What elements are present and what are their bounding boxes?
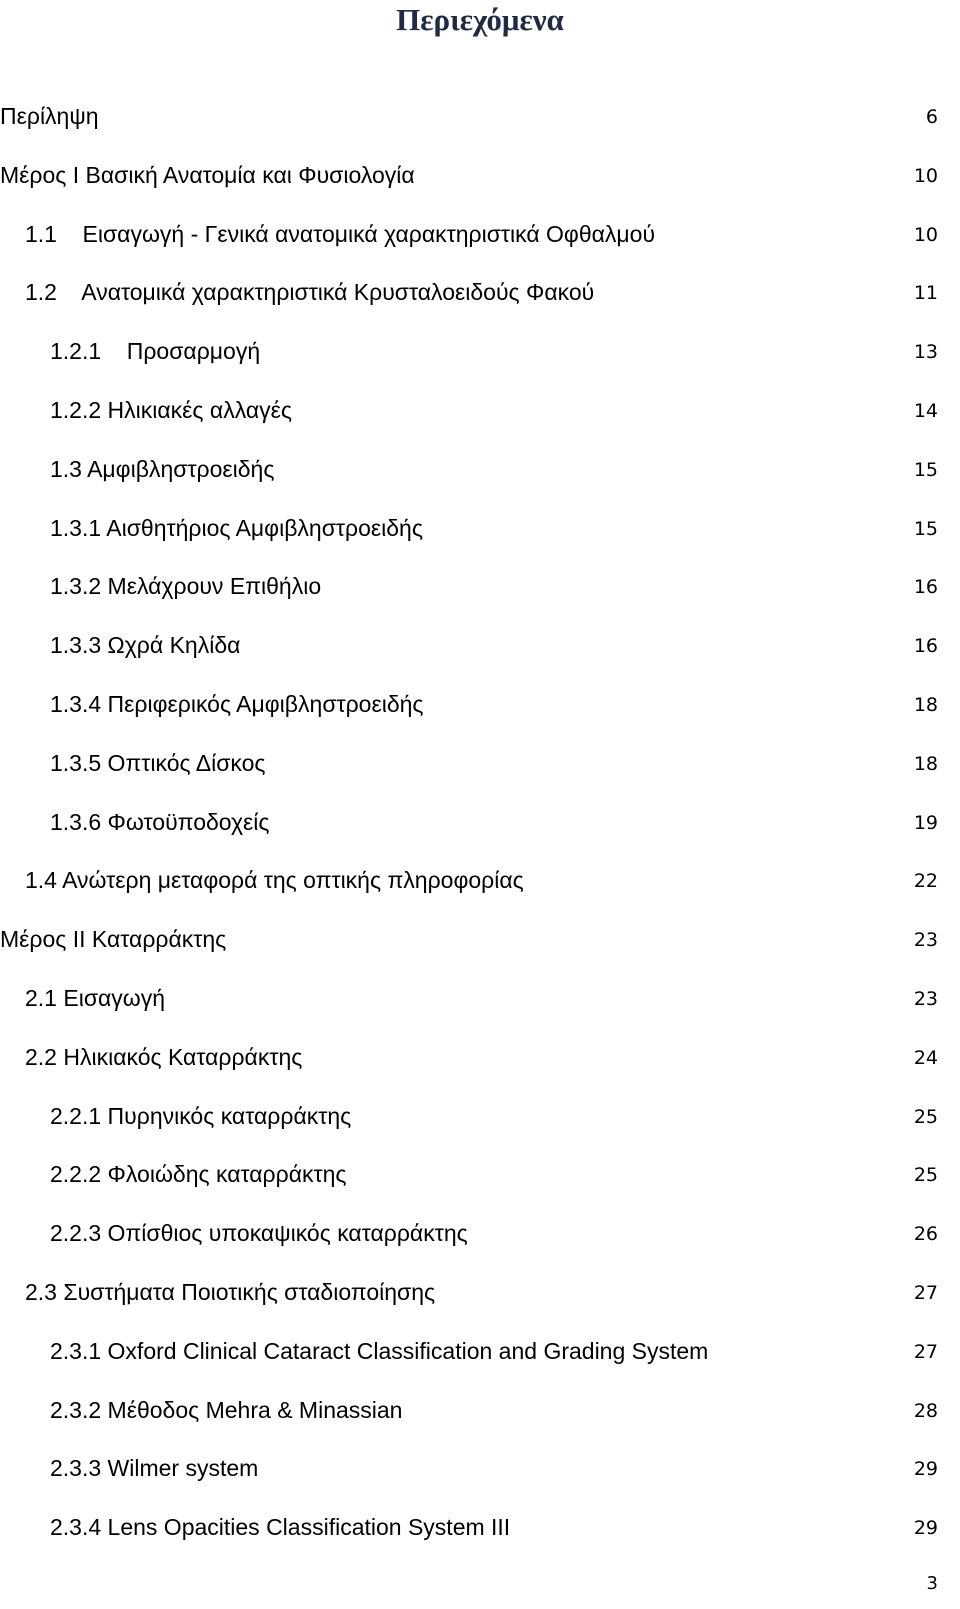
toc-entry-page: 10	[913, 164, 938, 187]
toc-entry-page: 24	[913, 1046, 938, 1069]
toc-entry-label: Μέρος ΙΙ Καταρράκτης	[0, 926, 227, 953]
toc-entry-page: 27	[913, 1281, 938, 1304]
toc-entry-page: 29	[913, 1517, 938, 1540]
toc-entry-label: Περίληψη	[0, 103, 99, 129]
page-title: Περιεχόμενα	[396, 2, 564, 37]
page-number: 3	[926, 1573, 938, 1594]
toc-entry-page: 23	[913, 987, 938, 1010]
toc-entry[interactable]	[0, 326, 960, 385]
toc-entry-page: 25	[913, 1105, 938, 1128]
toc-entry-page: 19	[913, 811, 938, 834]
toc-entry[interactable]	[0, 855, 960, 914]
toc-entry-label: 1.3.4 Περιφερικός Αμφιβληστροειδής	[50, 690, 424, 717]
toc-entry-label: 2.2.2 Φλοιώδης καταρράκτης	[50, 1161, 347, 1188]
toc-entry-label: 2.3 Συστήματα Ποιοτικής σταδιοποίησης	[25, 1278, 436, 1305]
toc-entry-label: 2.3.3 Wilmer system	[50, 1455, 259, 1482]
toc-entry-page: 28	[913, 1399, 938, 1422]
toc-entry-label: 2.1 Εισαγωγή	[25, 984, 166, 1011]
table-of-contents	[0, 91, 960, 1561]
toc-entry-label: 1.3.1 Αισθητήριος Αμφιβληστροειδής	[50, 514, 423, 541]
toc-entry-page: 16	[913, 576, 938, 599]
toc-entry[interactable]	[0, 1326, 960, 1385]
toc-entry-page: 13	[913, 341, 938, 364]
toc-entry[interactable]	[0, 1208, 960, 1267]
toc-entry[interactable]	[0, 91, 960, 150]
toc-entry[interactable]	[0, 209, 960, 268]
toc-entry[interactable]	[0, 1502, 960, 1561]
toc-entry-page: 29	[913, 1458, 938, 1481]
toc-entry-label: 2.2.1 Πυρηνικός καταρράκτης	[50, 1102, 352, 1129]
toc-entry-label: 2.3.2 Μέθοδος Mehra & Minassian	[50, 1396, 403, 1423]
toc-entry-label: 1.3 Αμφιβληστροειδής	[50, 455, 275, 482]
toc-entry-page: 23	[913, 929, 938, 952]
toc-entry[interactable]	[0, 1443, 960, 1502]
toc-entry-label: Μέρος Ι Βασική Ανατομία και Φυσιολογία	[0, 161, 415, 188]
toc-entry-page: 15	[913, 458, 938, 481]
toc-entry-label: 1.3.3 Ωχρά Κηλίδα	[50, 632, 241, 659]
toc-entry-page: 22	[913, 870, 938, 893]
toc-entry-page: 10	[913, 223, 938, 246]
toc-entry-label: 1.2 Ανατομικά χαρακτηριστικά Κρυσταλοειδούς Φακού	[25, 279, 595, 306]
toc-entry[interactable]	[0, 914, 960, 973]
toc-entry-page: 27	[913, 1340, 938, 1363]
toc-entry[interactable]	[0, 1032, 960, 1091]
toc-entry-page: 16	[913, 635, 938, 658]
toc-entry-page: 25	[913, 1164, 938, 1187]
toc-entry[interactable]	[0, 561, 960, 620]
toc-entry[interactable]	[0, 385, 960, 444]
toc-entry-page: 14	[913, 399, 938, 422]
toc-entry-page: 15	[913, 517, 938, 540]
toc-entry[interactable]	[0, 267, 960, 326]
toc-entry-page: 18	[913, 693, 938, 716]
toc-entry-label: 1.3.5 Οπτικός Δίσκος	[50, 749, 266, 776]
toc-entry-label: 1.3.2 Μελάχρουν Επιθήλιο	[50, 573, 322, 600]
toc-entry[interactable]	[0, 973, 960, 1032]
toc-entry[interactable]	[0, 150, 960, 209]
toc-entry[interactable]	[0, 797, 960, 856]
toc-entry[interactable]	[0, 1091, 960, 1150]
toc-entry[interactable]	[0, 1149, 960, 1208]
toc-entry-label: 2.2.3 Οπίσθιος υποκαψικός καταρράκτης	[50, 1220, 468, 1247]
toc-entry-label: 1.2.1 Προσαρμογή	[50, 338, 261, 365]
toc-entry-label: 2.3.1 Oxford Clinical Cataract Classification and Grading System	[50, 1337, 709, 1364]
toc-entry-page: 11	[913, 282, 938, 305]
toc-entry[interactable]	[0, 444, 960, 503]
toc-entry-label: 1.4 Ανώτερη μεταφορά της οπτικής πληροφορίας	[25, 867, 524, 894]
toc-entry-page: 18	[913, 752, 938, 775]
toc-entry[interactable]	[0, 503, 960, 562]
toc-entry[interactable]	[0, 620, 960, 679]
toc-entry-page: 6	[925, 106, 938, 128]
toc-entry-page: 26	[913, 1223, 938, 1246]
toc-entry-label: 2.3.4 Lens Opacities Classification System III	[50, 1514, 511, 1541]
toc-entry-label: 1.3.6 Φωτοϋποδοχείς	[50, 808, 270, 835]
toc-entry[interactable]	[0, 738, 960, 797]
toc-entry[interactable]	[0, 1267, 960, 1326]
toc-entry-label: 2.2 Ηλικιακός Καταρράκτης	[25, 1043, 303, 1070]
toc-entry[interactable]	[0, 679, 960, 738]
toc-entry-label: 1.1 Εισαγωγή - Γενικά ανατομικά χαρακτηριστικά Οφθαλμού	[25, 220, 656, 247]
toc-entry-label: 1.2.2 Ηλικιακές αλλαγές	[50, 396, 292, 423]
toc-entry[interactable]	[0, 1385, 960, 1444]
